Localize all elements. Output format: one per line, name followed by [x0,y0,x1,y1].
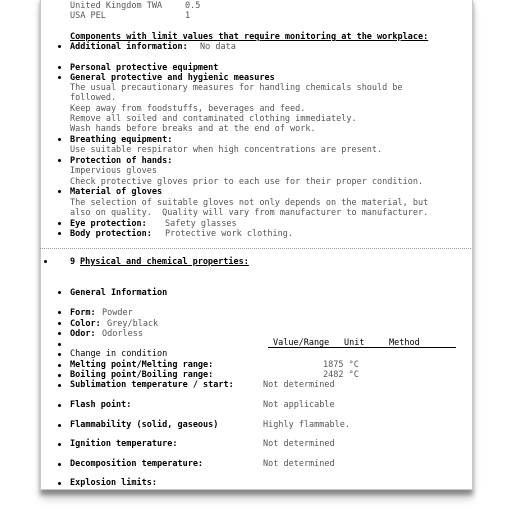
ppe-title: Personal protective equipment [70,63,219,73]
bullet [58,76,61,79]
hygiene-title: General protective and hygienic measures [70,73,275,83]
flammability-label: Flammability (solid, gaseous) [70,420,219,430]
bullet [58,311,61,314]
hands-line: Check protective gloves prior to each use for their proper condition. [70,177,424,187]
column-header-rule [268,347,456,348]
change-condition-label: Change in condition [70,349,168,359]
melting-label: Melting point/Melting range: [70,360,214,370]
usa-pel-label: USA PEL [70,11,106,21]
eye-value: Safety glasses [165,219,237,229]
flash-label: Flash point: [70,400,132,410]
general-info-heading: General Information [70,288,168,298]
breathing-title: Breathing equipment: [70,135,173,145]
bullet [58,404,61,407]
method-header: Method [389,338,420,348]
gloves-line: The selection of suitable gloves not only depends on the material, but [70,198,429,208]
flammability-value: Highly flammable. [263,420,350,430]
odor-value: Odorless [102,329,143,339]
bullet [58,232,61,235]
bullet [58,463,61,466]
eye-label: Eye protection: [70,219,147,229]
body-protection-value: Protective work clothing. [165,229,293,239]
section-title: Physical and chemical properties: [80,257,249,267]
bullet [58,374,61,377]
hands-title: Protection of hands: [70,156,173,166]
hygiene-line: Remove all soiled and contaminated clothing immediately. [70,114,357,124]
odor-label: Odor: [70,329,96,339]
sublimation-value: Not determined [263,380,335,390]
usa-pel-value: 1 [185,11,191,21]
boiling-label: Boiling point/Boiling range: [70,370,214,380]
additional-info-value: No data [200,42,236,52]
sublimation-label: Sublimation temperature / start: [70,380,234,390]
bullet [58,482,61,485]
bullet [58,159,61,162]
hygiene-line: The usual precautionary measures for handling chemicals should be [70,83,403,93]
explosion-label: Explosion limits: [70,478,157,488]
ignition-label: Ignition temperature: [70,439,178,449]
hygiene-line: Keep away from foodstuffs, beverages and feed. [70,104,306,114]
decomposition-label: Decomposition temperature: [70,459,204,469]
bullet [58,343,61,346]
gloves-line: also on quality. Quality will vary from manufacturer to manufacturer. [70,208,429,218]
components-heading: Components with limit values that require monitoring at the workplace: [70,32,429,42]
color-value: Grey/black [107,319,159,329]
ignition-value: Not determined [263,439,335,449]
bullet [58,353,61,356]
gloves-title: Material of gloves [70,187,163,197]
bullet [58,443,61,446]
bullet [58,364,61,367]
additional-info-label: Additional information: [70,42,188,52]
uk-twa-value: 0.5 [185,1,201,11]
bullet [58,66,61,69]
boiling-value: 2482 °C [323,370,359,380]
bullet [58,138,61,141]
section-number: 9 [70,257,76,267]
value-range-header: Value/Range [273,338,330,348]
body-protection-label: Body protection: [70,229,152,239]
breathing-line: Use suitable respirator when high concentrations are present. [70,145,383,155]
melting-value: 1875 °C [323,360,359,370]
unit-header: Unit [344,338,365,348]
form-value: Powder [102,308,133,318]
color-label: Color: [70,319,101,329]
hygiene-line: Wash hands before breaks and at the end of work. [70,124,316,134]
bullet [58,322,61,325]
bullet [58,332,61,335]
bullet [58,384,61,387]
form-label: Form: [70,308,96,318]
uk-twa-label: United Kingdom TWA [70,1,163,11]
page-divider [40,248,471,249]
bullet [58,291,61,294]
bullet [44,260,47,263]
bullet [58,424,61,427]
hands-line: Impervious gloves [70,166,157,176]
bullet [58,222,61,225]
bullet [58,190,61,193]
bullet [58,45,61,48]
decomposition-value: Not determined [263,459,335,469]
flash-value: Not applicable [263,400,335,410]
hygiene-line: followed. [70,93,117,103]
